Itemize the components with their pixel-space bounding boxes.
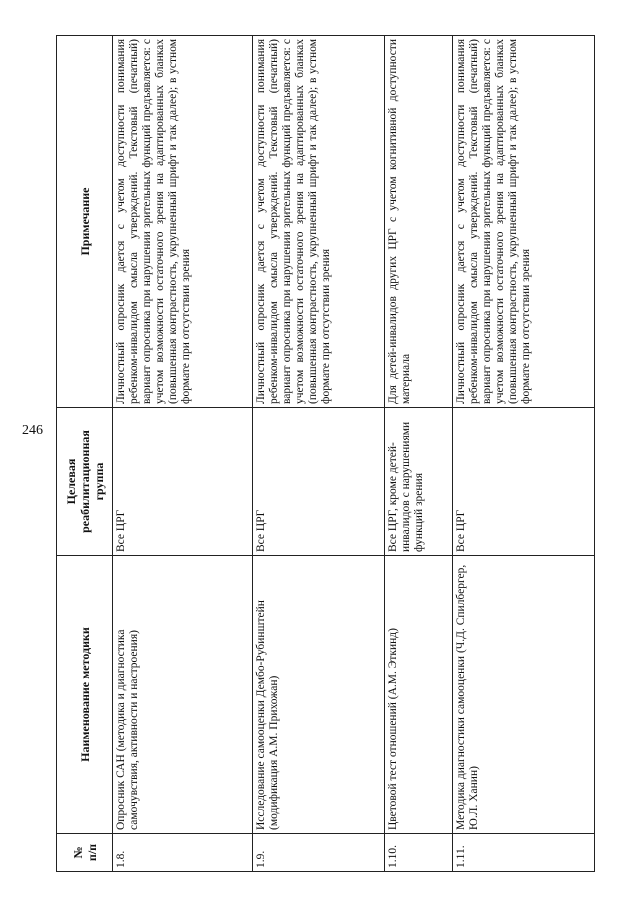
header-group-line-2: реабилитационная <box>77 430 92 533</box>
table-row <box>385 36 453 872</box>
row-num: 1.8. <box>113 834 253 872</box>
row-method-name: Исследование самооценки Дембо-Рубинштейн (модификация А.М. Прихожан) <box>253 556 385 834</box>
header-group-line-1: Целевая <box>63 458 78 505</box>
row-target-group: Все ЦРГ <box>113 408 253 556</box>
table-row <box>113 36 253 872</box>
header-num <box>57 834 113 872</box>
row-note: Личностный опросник дается с учетом доступности понимания ребенком-инвалидом смысла утверждений. Текстовый (печатный) вариант опросника при нарушении зрительных функций предъявляется: с учетом возможности остаточного зрения на адаптированных бланках (повышенная контрастность, укрупненный шрифт и так далее); в устном формате при отсутствии зрения <box>253 36 385 408</box>
row-num: 1.9. <box>253 834 385 872</box>
header-num-line-1: № <box>70 846 85 859</box>
header-note: Примечание <box>57 36 113 408</box>
table-row <box>253 36 385 872</box>
header-num-line-2: п/п <box>84 843 99 862</box>
table-row <box>453 36 595 872</box>
row-note: Для детей-инвалидов других ЦРГ с учетом когнитивной доступности материала <box>385 36 453 408</box>
header-name: Наименование методики <box>57 556 113 834</box>
page-number: 246 <box>22 423 43 438</box>
row-method-name: Методика диагностики самооценки (Ч.Д. Спилбергер, Ю.Л. Ханин) <box>453 556 595 834</box>
row-method-name: Цветовой тест отношений (А.М. Эткинд) <box>385 556 453 834</box>
rotated-table-container <box>56 36 594 872</box>
row-num: 1.11. <box>453 834 595 872</box>
methods-table <box>56 35 595 872</box>
table-header-row <box>57 36 113 872</box>
row-target-group: Все ЦРГ <box>253 408 385 556</box>
row-method-name: Опросник САН (методика и диагностика самочувствия, активности и настроения) <box>113 556 253 834</box>
header-group-line-3: группа <box>91 462 106 501</box>
row-note: Личностный опросник дается с учетом доступности понимания ребенком-инвалидом смысла утверждений. Текстовый (печатный) вариант опросника при нарушении зрительных функций предъявляется: с учетом возможности остаточного зрения на адаптированных бланках (повышенная контрастность, укрупненный шрифт и так далее); в устном формате при отсутствии зрения <box>113 36 253 408</box>
row-target-group: Все ЦРГ, кроме детей-инвалидов с нарушениями функций зрения <box>385 408 453 556</box>
row-note: Личностный опросник дается с учетом доступности понимания ребенком-инвалидом смысла утверждений. Текстовый (печатный) вариант опросника при нарушении зрительных функций предъявляется: с учетом возможности остаточного зрения на адаптированных бланках (повышенная контрастность, укрупненный шрифт и так далее); в устном формате при отсутствии зрения <box>453 36 595 408</box>
row-target-group: Все ЦРГ <box>453 408 595 556</box>
header-group <box>57 408 113 556</box>
row-num: 1.10. <box>385 834 453 872</box>
